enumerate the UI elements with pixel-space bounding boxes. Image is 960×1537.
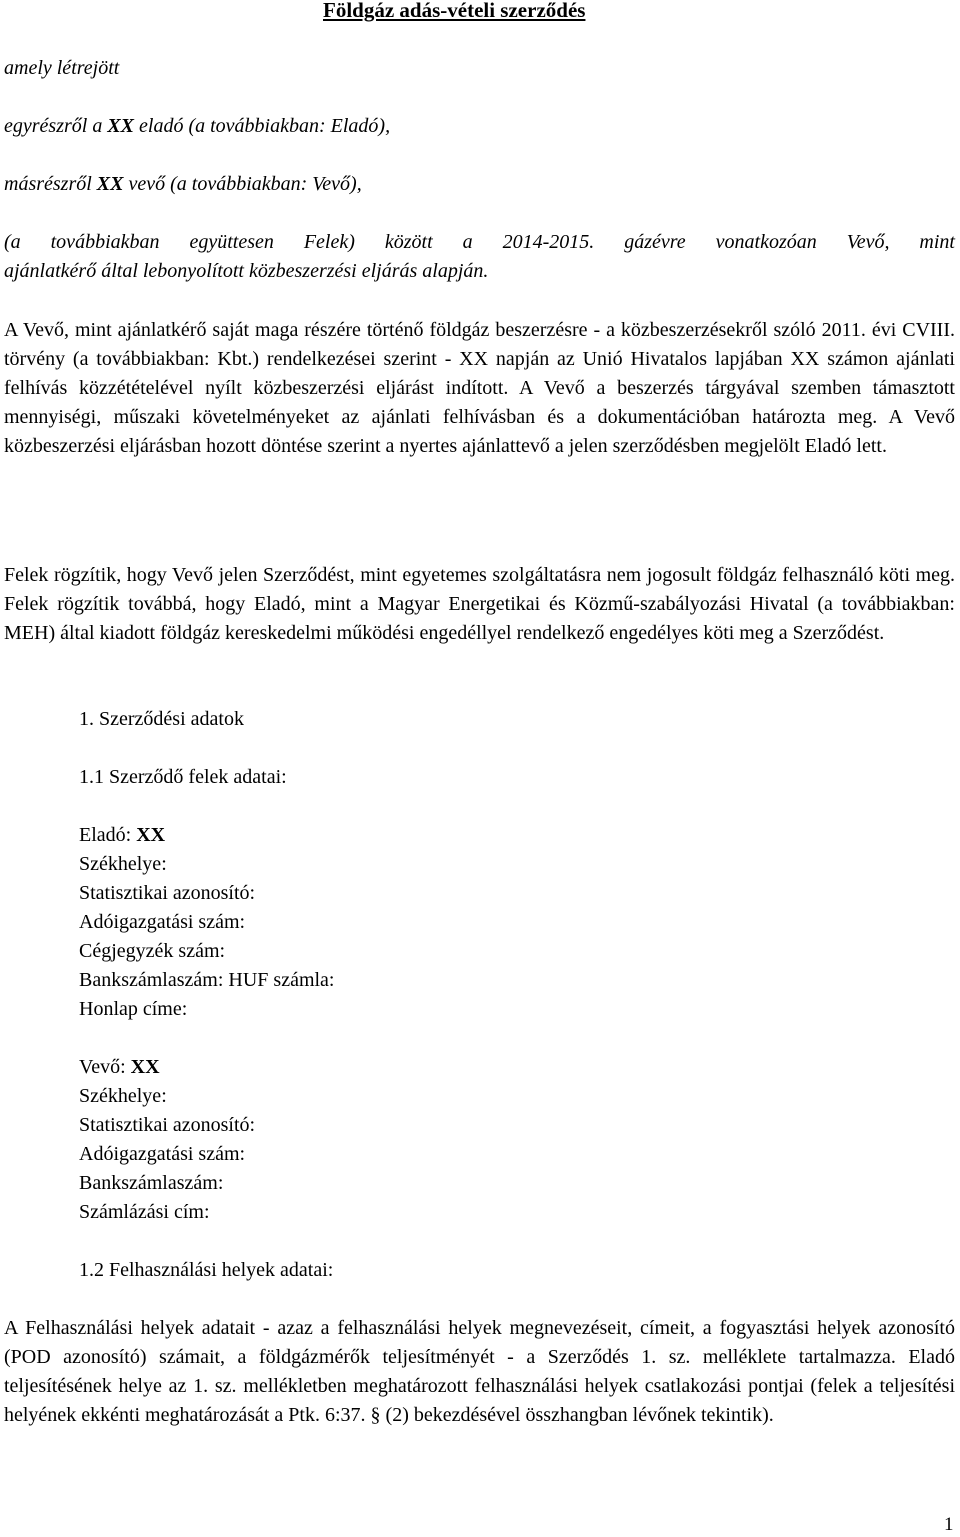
seller-field: Cégjegyzék szám: <box>79 940 226 962</box>
buyer-field: Statisztikai azonosító: <box>79 1114 256 1136</box>
intro-line-seller <box>4 112 390 141</box>
section-heading-parties-data: 1.1 Szerződő felek adatai: <box>79 766 287 788</box>
procurement-paragraph <box>4 316 955 461</box>
buyer-data-block <box>79 1053 255 1227</box>
seller-field: Székhelye: <box>79 853 167 875</box>
seller-label: Eladó: <box>79 824 137 846</box>
buyer-field: Bankszámlaszám: <box>79 1172 224 1194</box>
intro-buyer-name: XX <box>96 173 124 195</box>
intro-seller-suffix: eladó (a továbbiakban: Eladó), <box>134 115 391 137</box>
intro-line-created: amely létrejött <box>4 57 120 79</box>
intro-buyer-suffix: vevő (a továbbiakban: Vevő), <box>123 173 362 195</box>
buyer-label: Vevő: <box>79 1056 131 1078</box>
seller-field: Adóigazgatási szám: <box>79 911 246 933</box>
page-number: 1 <box>944 1514 954 1535</box>
parties-statement-paragraph <box>4 561 955 648</box>
seller-value: XX <box>136 824 166 846</box>
seller-data-block <box>79 821 335 1024</box>
buyer-field: Számlázási cím: <box>79 1201 210 1223</box>
document-title: Földgáz adás-vételi szerződés <box>323 0 586 22</box>
buyer-field: Adóigazgatási szám: <box>79 1143 246 1165</box>
section-heading-contract-data: 1. Szerződési adatok <box>79 708 244 730</box>
buyer-field: Székhelye: <box>79 1085 167 1107</box>
seller-name-row <box>79 821 335 850</box>
buyer-name-row <box>79 1053 255 1082</box>
seller-field: Statisztikai azonosító: <box>79 882 256 904</box>
intro-seller-name: XX <box>107 115 135 137</box>
seller-field: Bankszámlaszám: HUF számla: <box>79 969 335 991</box>
section-heading-consumption-sites: 1.2 Felhasználási helyek adatai: <box>79 1259 334 1281</box>
parties-statement-text: Felek rögzítik, hogy Vevő jelen Szerződést, mint egyetemes szolgáltatásra nem jogosult földgáz felhasználó köti meg. Felek rögzítik továbbá, hogy Eladó, mint a Magyar Energetikai és Közmű-szabályozási Hivatal (a továbbiakban: MEH) által kiadott földgáz kereskedelmi működési engedéllyel rendelkező engedélyes köti meg a Szerződést. <box>4 564 955 644</box>
consumption-sites-paragraph <box>4 1314 955 1430</box>
consumption-sites-text: A Felhasználási helyek adatait - azaz a felhasználási helyek megnevezéseit, címeit, a fogyasztási helyek azonosító (POD azonosító) számait, a földgázmérők teljesítményét - a Szerződés 1. sz. melléklete tartalmazza. Eladó teljesítésének helye az 1. sz. mellékletben meghatározott felhasználási helyek csatlakozási pontjai (felek a teljesítési helyének ekkénti meghatározását a Ptk. 6:37. § (2) bekezdésével összhangban lévőnek tekintik). <box>4 1317 955 1426</box>
intro-procedure-line: ajánlatkérő által lebonyolított közbeszerzési eljárás alapján. <box>4 260 489 282</box>
intro-parties-paragraph <box>4 228 955 286</box>
procurement-text: A Vevő, mint ajánlatkérő saját maga részére történő földgáz beszerzésre - a közbeszerzésekről szóló 2011. évi CVIII. törvény (a továbbiakban: Kbt.) rendelkezései szerint - XX napján az Unió Hivatalos lapjában XX számon ajánlati felhívás közzétételével nyílt közbeszerzési eljárást indított. A Vevő a beszerzés tárgyával szemben támasztott mennyiségi, műszaki követelményeket az ajánlati felhívásban és a dokumentációban határozta meg. A Vevő közbeszerzési eljárásban hozott döntése szerint a nyertes ajánlattevő a jelen szerződésben megjelölt Eladó lett. <box>4 319 955 457</box>
intro-buyer-prefix: másrészről <box>4 173 97 195</box>
intro-seller-prefix: egyrészről a <box>4 115 108 137</box>
intro-parties-line: (a továbbiakban együttesen Felek) között a 2014-2015. gázévre vonatkozóan Vevő, mint <box>4 231 955 253</box>
buyer-value: XX <box>130 1056 160 1078</box>
seller-field: Honlap címe: <box>79 998 188 1020</box>
intro-line-buyer <box>4 170 362 199</box>
